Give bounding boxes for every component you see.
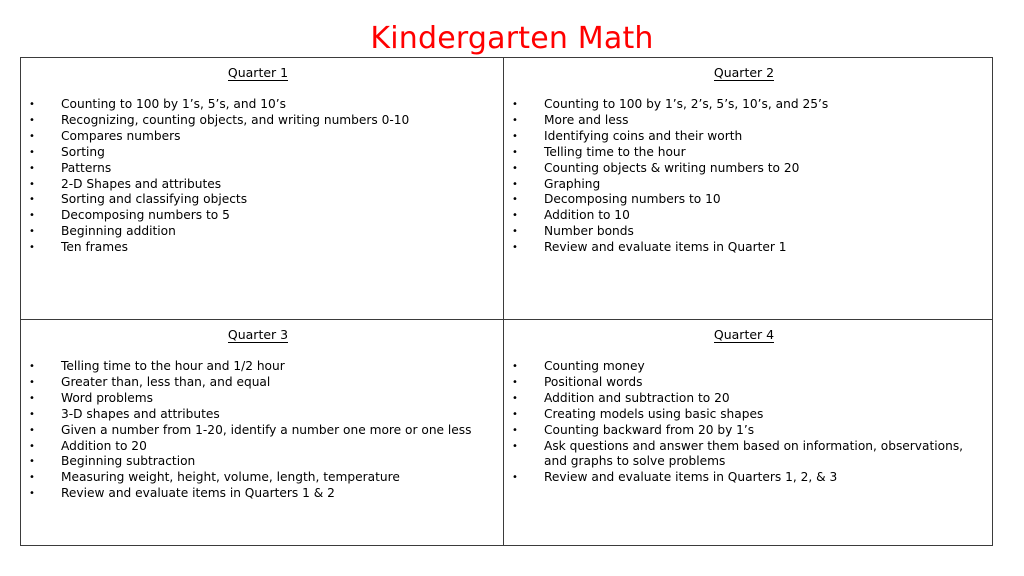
list-item-label: Addition and subtraction to 20	[544, 390, 730, 405]
list-item	[512, 359, 982, 374]
quarter-1-cell	[21, 58, 504, 320]
list-item	[512, 192, 982, 207]
bullet-icon: •	[512, 178, 518, 190]
list-item-label: Counting backward from 20 by 1’s	[544, 422, 755, 437]
list-item-label: Telling time to the hour and 1/2 hour	[61, 359, 285, 373]
bullet-icon: •	[29, 226, 35, 238]
list-item-label: Given a number from 1-20, identify a number one more or one less	[61, 422, 472, 437]
quarter-1-heading: Quarter 1	[227, 65, 289, 80]
list-item	[29, 97, 493, 112]
list-item-label: Addition to 10	[544, 208, 630, 223]
bullet-icon: •	[29, 242, 35, 254]
list-item-label: Decomposing numbers to 5	[61, 208, 230, 223]
quarter-2-cell	[504, 58, 992, 320]
list-item-label: Creating models using basic shapes	[544, 406, 764, 421]
bullet-icon: •	[512, 424, 518, 436]
bullet-icon: •	[512, 99, 518, 110]
bullet-icon: •	[29, 114, 35, 126]
bullet-icon: •	[512, 440, 518, 452]
list-item	[29, 192, 493, 207]
bullet-icon: •	[29, 408, 35, 420]
list-item	[512, 145, 982, 160]
list-item	[29, 454, 493, 469]
list-item	[29, 113, 493, 128]
bullet-icon: •	[512, 242, 518, 254]
bullet-icon: •	[29, 440, 35, 452]
quarter-3-heading: Quarter 3	[227, 327, 289, 342]
bullet-icon: •	[512, 392, 518, 404]
bullet-icon: •	[29, 392, 35, 404]
list-item-label: Review and evaluate items in Quarters 1 & 2	[61, 486, 335, 501]
list-item-label: Measuring weight, height, volume, length, temperature	[61, 470, 400, 485]
list-item	[29, 391, 493, 406]
list-item	[512, 129, 982, 144]
list-item-label: Counting to 100 by 1’s, 2’s, 5’s, 10’s, and 25’s	[544, 97, 829, 111]
list-item	[29, 208, 493, 223]
bullet-icon: •	[512, 471, 518, 483]
bullet-icon: •	[29, 162, 35, 174]
list-item	[512, 470, 982, 485]
list-item	[29, 470, 493, 485]
list-item-label: Identifying coins and their worth	[544, 128, 743, 143]
list-item	[29, 359, 493, 374]
list-item	[29, 439, 493, 454]
quarter-4-list	[506, 359, 982, 485]
quarter-4-heading: Quarter 4	[713, 327, 775, 342]
list-item-label: Recognizing, counting objects, and writing numbers 0-10	[61, 112, 410, 127]
list-item	[29, 486, 493, 501]
bullet-icon: •	[29, 99, 35, 110]
list-item-label: Graphing	[544, 176, 601, 191]
list-item-label: Review and evaluate items in Quarters 1, 2, & 3	[544, 469, 838, 484]
list-item	[512, 97, 982, 112]
bullet-icon: •	[29, 210, 35, 222]
list-item	[512, 391, 982, 406]
list-item-label: Word problems	[61, 390, 153, 405]
list-item-label: Ask questions and answer them based on information, observations, and graphs to solve problems	[544, 438, 964, 468]
bullet-icon: •	[512, 194, 518, 206]
list-item	[29, 423, 493, 438]
bullet-icon: •	[29, 194, 35, 206]
bullet-icon: •	[29, 488, 35, 500]
bullet-icon: •	[512, 210, 518, 222]
list-item	[512, 224, 982, 239]
quarter-2-heading: Quarter 2	[713, 65, 775, 80]
list-item-label: Decomposing numbers to 10	[544, 192, 721, 207]
bullet-icon: •	[512, 408, 518, 420]
list-item	[512, 439, 982, 470]
list-item-label: Compares numbers	[61, 128, 181, 143]
list-item-label: Telling time to the hour	[544, 144, 686, 159]
list-item-label: Beginning addition	[61, 224, 176, 239]
list-item	[512, 177, 982, 192]
bullet-icon: •	[29, 178, 35, 190]
list-item-label: Counting to 100 by 1’s, 5’s, and 10’s	[61, 97, 286, 111]
list-item-label: Addition to 20	[61, 438, 147, 453]
list-item	[29, 375, 493, 390]
bullet-icon: •	[512, 361, 518, 372]
bullet-icon: •	[29, 472, 35, 484]
list-item	[29, 407, 493, 422]
list-item	[29, 240, 493, 255]
list-item-label: Patterns	[61, 160, 112, 175]
quarter-2-list	[506, 97, 982, 256]
list-item	[29, 145, 493, 160]
list-item-label: More and less	[544, 112, 629, 127]
list-item-label: Sorting	[61, 144, 105, 159]
list-item-label: Positional words	[544, 374, 643, 389]
list-item-label: Greater than, less than, and equal	[61, 374, 271, 389]
bullet-icon: •	[29, 130, 35, 142]
bullet-icon: •	[512, 146, 518, 158]
list-item	[512, 208, 982, 223]
bullet-icon: •	[512, 162, 518, 174]
bullet-icon: •	[512, 130, 518, 142]
list-item-label: Ten frames	[61, 240, 128, 255]
bullet-icon: •	[512, 114, 518, 126]
list-item	[512, 240, 982, 255]
bullet-icon: •	[512, 376, 518, 388]
page-title: Kindergarten Math	[370, 21, 654, 56]
list-item-label: Sorting and classifying objects	[61, 192, 248, 207]
list-item	[29, 161, 493, 176]
bullet-icon: •	[29, 376, 35, 388]
list-item	[512, 407, 982, 422]
list-item	[512, 423, 982, 438]
quarter-3-list	[23, 359, 493, 502]
bullet-icon: •	[29, 146, 35, 158]
bullet-icon: •	[29, 361, 35, 372]
list-item-label: Beginning subtraction	[61, 454, 196, 469]
quarters-table	[20, 57, 993, 546]
list-item	[29, 177, 493, 192]
list-item-label: 3-D shapes and attributes	[61, 406, 220, 421]
list-item-label: Review and evaluate items in Quarter 1	[544, 240, 787, 255]
list-item-label: 2-D Shapes and attributes	[61, 176, 222, 191]
quarter-4-cell	[504, 320, 992, 545]
list-item-label: Number bonds	[544, 224, 634, 239]
list-item-label: Counting objects & writing numbers to 20	[544, 160, 800, 175]
bullet-icon: •	[512, 226, 518, 238]
list-item	[29, 129, 493, 144]
list-item	[512, 375, 982, 390]
list-item	[512, 161, 982, 176]
quarter-1-list	[23, 97, 493, 256]
list-item	[29, 224, 493, 239]
list-item-label: Counting money	[544, 359, 645, 373]
bullet-icon: •	[29, 456, 35, 468]
list-item	[512, 113, 982, 128]
quarter-3-cell	[21, 320, 504, 545]
bullet-icon: •	[29, 424, 35, 436]
